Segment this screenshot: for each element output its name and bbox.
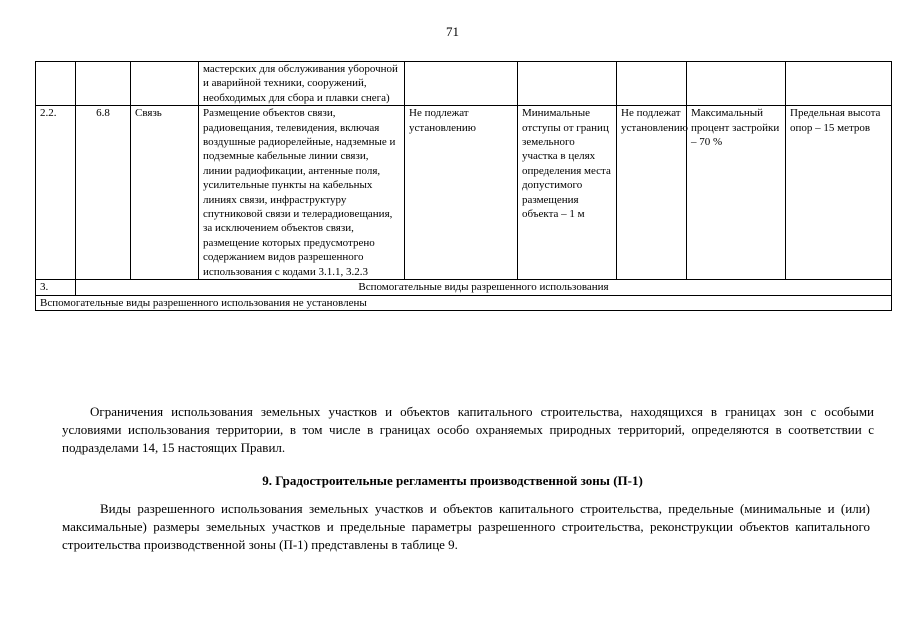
setbacks: Минимальные отступы от границ земельного участка в целях определения места допустимого размещения объекта – 1 м [518, 106, 617, 280]
intro-paragraph: Виды разрешенного использования земельных участков и объектов капитального строительства, предельные (минимальные и (или) максимальные) размеры земельных участков и предельные параметры разрешенного строительства, реконструкции объектов капитального строительства производственной зоны (П-1) представлены в таблице 9. [62, 501, 870, 552]
coverage: Максимальный процент застройки – 70 % [687, 106, 786, 280]
use-code: 6.8 [76, 106, 131, 280]
height-limit: Предельная высота опор – 15 метров [786, 106, 892, 280]
floors: Не подлежат установлению [617, 106, 687, 280]
continuation-description: мастерских для обслуживания уборочной и аварийной техники, сооружений, необходимых для сбора и плавки снега) [199, 62, 405, 106]
table-row-2-2 [36, 106, 892, 280]
restrictions-paragraph: Ограничения использования земельных участков и объектов капитального строительства, находящихся в границах зон с особыми условиями использования территории, в том числе в границах особо охраняемых природных территорий, определяются в соответствии с подразделами 14, 15 настоящих Правил. [62, 404, 874, 455]
table-notice: Вспомогательные виды разрешенного использования не установлены [36, 295, 892, 310]
page-number: 71 [446, 24, 459, 39]
use-name: Связь [131, 106, 199, 280]
section-title: Вспомогательные виды разрешенного использования [76, 280, 892, 295]
use-description: Размещение объектов связи, радиовещания, телевидения, включая воздушные радиорелейные, надземные и подземные кабельные линии связи, линии радиофикации, антенные поля, усилительные пункты на кабельных линиях связи, инфраструктуру спутниковой связи и телерадиовещания, за исключением объектов связи, размещение которых предусмотрено содержанием видов разрешенного использования с кодами 3.1.1, 3.2.3 [199, 106, 405, 280]
regulations-table [35, 61, 892, 311]
section-heading: 9. Градостроительные регламенты производственной зоны (П-1) [262, 473, 643, 488]
table-row-continuation [36, 62, 892, 106]
table-row-3 [36, 280, 892, 295]
table-row-notice [36, 295, 892, 310]
row-number: 3. [36, 280, 76, 295]
row-number: 2.2. [36, 106, 76, 280]
plot-size: Не подлежат установлению [405, 106, 518, 280]
